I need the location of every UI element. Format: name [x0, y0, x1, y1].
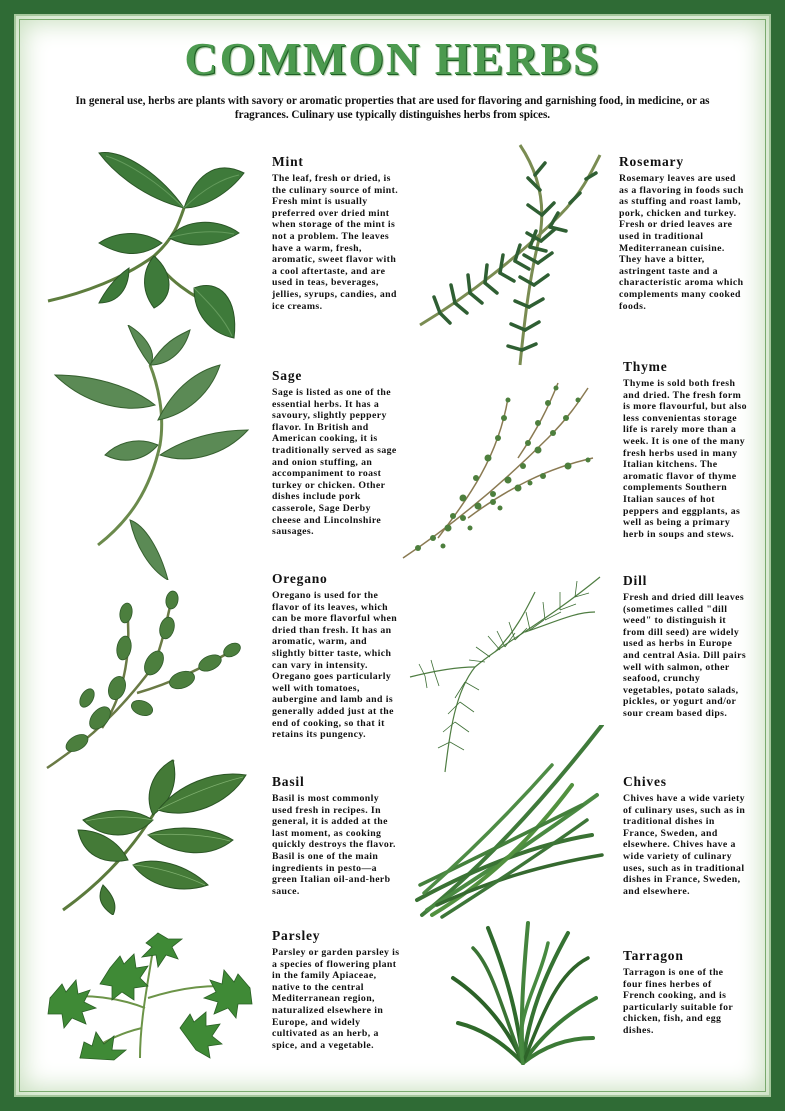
herb-entry-thyme	[623, 359, 751, 540]
herb-description: Rosemary leaves are used as a flavoring in foods such as stuffing and roast lamb, pork, chicken and turkey. Fresh or dried leaves are used in traditional Mediterranean cuisine. They have a bitter, astringent taste and a characteristic aroma which complements many cooked foods.	[619, 173, 744, 312]
poster-title: COMMON HERBS	[184, 33, 601, 84]
herb-name: Mint	[272, 154, 304, 169]
herb-entry-sage	[272, 368, 402, 538]
oregano-illustration	[42, 588, 244, 773]
basil-illustration	[58, 755, 248, 915]
tarragon-illustration	[448, 918, 598, 1065]
herb-name: Parsley	[272, 928, 321, 943]
herb-description: Basil is most commonly used fresh in recipes. In general, it is added at the last moment, as cooking quickly destroys the flavor. Basil is one of the main ingredients in pesto—a green Italian oil-and-herb sauce.	[272, 793, 396, 897]
parsley-illustration	[40, 928, 255, 1063]
herb-name: Chives	[623, 774, 667, 789]
herb-name: Rosemary	[619, 154, 684, 169]
herb-description: Thyme is sold both fresh and dried. The fresh form is more flavourful, but also less convenientas storage life is rarely more than a week. It is one of the many fresh herbs used in many Italian kitchens. The aromatic flavor of thyme complements Southern Italian sauces of hot peppers and eggplants, as well as being a primary herb in soups and stews.	[623, 378, 747, 540]
herb-name: Oregano	[272, 571, 328, 586]
herb-entry-chives	[623, 774, 751, 897]
herb-name: Basil	[272, 774, 305, 789]
herb-description: Chives have a wide variety of culinary uses, such as in traditional dishes in France, Sweden, and elsewhere. Chives have a wide variety of culinary uses, such as in traditional dishes in France, Sweden, and elsewhere.	[623, 793, 746, 897]
chives-illustration	[412, 725, 607, 920]
herb-name: Sage	[272, 368, 303, 383]
herb-entry-mint	[272, 154, 402, 312]
herb-name: Thyme	[623, 359, 668, 374]
herb-name: Tarragon	[623, 948, 684, 963]
intro-paragraph: In general use, herbs are plants with savory or aromatic properties that are used for flavoring and garnishing food, in medicine, or as fragrances. Culinary use typically distinguishes herbs from spices.	[75, 95, 710, 121]
herb-entry-parsley	[272, 928, 402, 1051]
herb-entry-basil	[272, 774, 402, 897]
herb-name: Dill	[623, 573, 648, 588]
sage-illustration	[50, 325, 250, 580]
herb-description: Parsley or garden parsley is a species of flowering plant in the family Apiaceae, native to the central Mediterranean region, naturalized elsewhere in Europe, and widely cultivated as an herb, a spice, and a vegetable.	[272, 947, 400, 1051]
herb-description: Sage is listed as one of the essential herbs. It has a savoury, slightly peppery flavor. In British and American cooking, it is traditionally served as sage and onion stuffing, an accompaniment to roast turkey or chicken. Other dishes include pork casserole, Sage Derby cheese and Lincolnshire sausages.	[272, 387, 397, 538]
herb-description: Tarragon is one of the four fines herbes of French cooking, and is particularly suitable for chicken, fish, and egg dishes.	[623, 967, 733, 1036]
herb-entry-rosemary	[619, 154, 745, 312]
herb-entry-tarragon	[623, 948, 743, 1037]
rosemary-illustration	[410, 135, 610, 370]
herb-entry-oregano	[272, 571, 402, 741]
herb-description: The leaf, fresh or dried, is the culinary source of mint. Fresh mint is usually preferred over dried mint when storage of the mint is not a problem. The leaves have a warm, fresh, aromatic, sweet flavor with a cool aftertaste, and are used in teas, beverages, jellies, syrups, candies, and ice creams.	[272, 173, 399, 312]
herb-description: Oregano is used for the flavor of its leaves, which can be more flavorful when dried than fresh. It has an aromatic, warm, and slightly bitter taste, which can vary in intensity. Oregano goes particularly well with tomatoes, aubergine and lamb and is generally added just at the end of cooking, so that it retains its pungency.	[272, 590, 398, 741]
thyme-illustration	[398, 378, 596, 568]
herb-entry-dill	[623, 573, 749, 720]
herb-description: Fresh and dried dill leaves (sometimes called "dill weed" to distinguish it from dill seed) are widely used as herbs in Europe and central Asia. Dill pairs well with salmon, other seafood, crunchy vegetables, potato salads, pickles, or yogurt and/or sour cream based dips.	[623, 592, 747, 719]
